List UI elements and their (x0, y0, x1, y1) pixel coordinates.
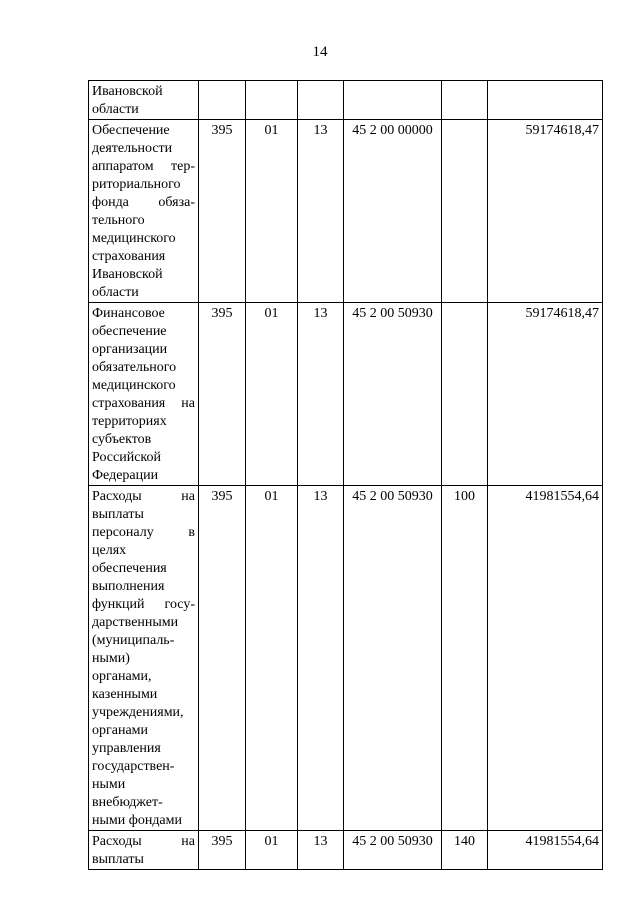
item-name-line: ными) (92, 651, 130, 666)
item-name-line: риториального (92, 177, 181, 192)
item-name-line: целях (92, 543, 127, 558)
item-name-cell (89, 831, 199, 870)
item-name-line: области (92, 285, 139, 300)
section-code-cell: 01 (246, 831, 298, 870)
subsection-code-cell: 13 (298, 831, 344, 870)
admin-code-cell: 395 (199, 303, 246, 486)
admin-code-cell: 395 (199, 831, 246, 870)
item-name-line: выполнения (92, 579, 165, 594)
admin-code-cell: 395 (199, 486, 246, 831)
amount-cell: 59174618,47 (488, 303, 603, 486)
item-name-line: обеспечения (92, 561, 167, 576)
item-name-line: фонда обяза- (92, 195, 195, 210)
item-name-line: внебюджет- (92, 795, 163, 810)
item-name-line: организации (92, 342, 168, 357)
subsection-code-cell: 13 (298, 120, 344, 303)
target-article-cell: 45 2 00 00000 (344, 120, 442, 303)
amount-cell: 41981554,64 (488, 831, 603, 870)
section-code-cell (246, 81, 298, 120)
section-code-cell: 01 (246, 303, 298, 486)
budget-table (88, 80, 603, 870)
subsection-code-cell (298, 81, 344, 120)
target-article-cell: 45 2 00 50930 (344, 486, 442, 831)
item-name-line: Российской (92, 450, 161, 465)
item-name-line: деятельности (92, 141, 173, 156)
amount-cell (488, 81, 603, 120)
item-name-line: обязательного (92, 360, 177, 375)
item-name-line: территориях (92, 414, 167, 429)
item-name-line: Расходы на (92, 834, 195, 849)
table-row (89, 831, 603, 870)
item-name-line: страхования на (92, 396, 195, 411)
item-name-line: субъектов (92, 432, 152, 447)
item-name-cell (89, 303, 199, 486)
item-name-line: медицинского (92, 378, 176, 393)
item-name-line: органами (92, 723, 149, 738)
admin-code-cell: 395 (199, 120, 246, 303)
section-code-cell: 01 (246, 120, 298, 303)
table-row (89, 486, 603, 831)
item-name-line: ными (92, 777, 126, 792)
subsection-code-cell: 13 (298, 486, 344, 831)
item-name-line: медицинского (92, 231, 176, 246)
item-name-line: Финансовое (92, 306, 165, 321)
item-name-cell (89, 120, 199, 303)
expense-type-cell: 100 (442, 486, 488, 831)
expense-type-cell (442, 81, 488, 120)
item-name-line: государствен- (92, 759, 175, 774)
item-name-line: тельного (92, 213, 145, 228)
expense-type-cell (442, 303, 488, 486)
item-name-line: органами, (92, 669, 152, 684)
amount-cell: 41981554,64 (488, 486, 603, 831)
item-name-line: области (92, 102, 139, 117)
item-name-line: Федерации (92, 468, 159, 483)
target-article-cell (344, 81, 442, 120)
item-name-line: страхования (92, 249, 166, 264)
item-name-line: обеспечение (92, 324, 167, 339)
item-name-line: Ивановской (92, 267, 163, 282)
page-number: 14 (312, 44, 328, 60)
item-name-line: казенными (92, 687, 158, 702)
expense-type-cell: 140 (442, 831, 488, 870)
item-name-line: функций госу- (92, 597, 195, 612)
section-code-cell: 01 (246, 486, 298, 831)
item-name-line: выплаты (92, 507, 144, 522)
item-name-line: Расходы на (92, 489, 195, 504)
item-name-line: ными фондами (92, 813, 183, 828)
item-name-line: аппаратом тер- (92, 159, 195, 174)
admin-code-cell (199, 81, 246, 120)
item-name-cell (89, 486, 199, 831)
item-name-line: дарственными (92, 615, 179, 630)
table-row (89, 81, 603, 120)
item-name-cell (89, 81, 199, 120)
amount-cell: 59174618,47 (488, 120, 603, 303)
expense-type-cell (442, 120, 488, 303)
subsection-code-cell: 13 (298, 303, 344, 486)
item-name-line: выплаты (92, 852, 144, 867)
item-name-line: персоналу в (92, 525, 195, 540)
item-name-line: учреждениями, (92, 705, 184, 720)
table-row (89, 120, 603, 303)
target-article-cell: 45 2 00 50930 (344, 303, 442, 486)
target-article-cell: 45 2 00 50930 (344, 831, 442, 870)
item-name-line: Обеспечение (92, 123, 170, 138)
table-row (89, 303, 603, 486)
item-name-line: Ивановской (92, 84, 163, 99)
item-name-line: (муниципаль- (92, 633, 175, 648)
item-name-line: управления (92, 741, 161, 756)
